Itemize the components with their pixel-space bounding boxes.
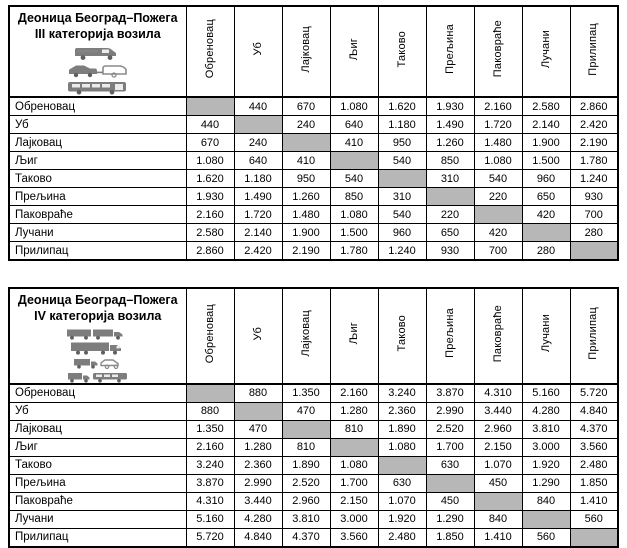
row-header-station: Таково	[9, 456, 186, 474]
price-cell: 5.720	[186, 528, 234, 547]
price-cell: 1.890	[282, 456, 330, 474]
row-header-station: Уб	[9, 402, 186, 420]
price-cell: 4.840	[570, 402, 618, 420]
price-cell: 1.080	[330, 97, 378, 116]
vehicle-icons-group	[12, 46, 184, 95]
header-row	[9, 6, 618, 97]
price-cell: 240	[234, 134, 282, 152]
price-cell: 1.290	[426, 510, 474, 528]
price-cell: 1.720	[474, 116, 522, 134]
row-header-station: Прељина	[9, 474, 186, 492]
price-cell: 1.070	[378, 492, 426, 510]
price-cell: 310	[426, 170, 474, 188]
price-cell: 2.190	[282, 242, 330, 261]
price-cell: 2.520	[282, 474, 330, 492]
price-cell: 1.930	[186, 188, 234, 206]
column-header-station	[522, 6, 570, 97]
price-cell: 3.240	[378, 384, 426, 403]
diagonal-cell	[234, 116, 282, 134]
column-header-label: Лучани	[539, 314, 552, 353]
truck-and-car-icon	[73, 357, 123, 369]
price-cell: 930	[570, 188, 618, 206]
price-cell: 4.840	[234, 528, 282, 547]
row-header-station: Паковраће	[9, 206, 186, 224]
diagonal-cell	[330, 152, 378, 170]
price-cell: 2.480	[378, 528, 426, 547]
table-row	[9, 242, 618, 261]
price-cell: 1.180	[378, 116, 426, 134]
diagonal-cell	[570, 528, 618, 547]
header-row	[9, 288, 618, 384]
price-cell: 2.160	[330, 384, 378, 403]
diagonal-cell	[522, 224, 570, 242]
row-header-station: Лучани	[9, 224, 186, 242]
table-row	[9, 492, 618, 510]
column-header-station	[426, 288, 474, 384]
row-header-station: Прељина	[9, 188, 186, 206]
price-cell: 540	[378, 152, 426, 170]
price-cell: 2.580	[522, 97, 570, 116]
price-cell: 1.780	[330, 242, 378, 261]
price-cell: 220	[474, 188, 522, 206]
price-cell: 470	[234, 420, 282, 438]
column-header-label: Љиг	[347, 322, 360, 345]
price-cell: 1.490	[426, 116, 474, 134]
price-cell: 2.860	[570, 97, 618, 116]
diagonal-cell	[474, 206, 522, 224]
price-cell: 540	[474, 170, 522, 188]
price-cell: 440	[234, 97, 282, 116]
price-cell: 1.700	[330, 474, 378, 492]
table-subtitle: III категорија возила	[34, 27, 161, 42]
price-cell: 2.420	[570, 116, 618, 134]
truck-with-trailer-icon	[66, 328, 130, 340]
price-cell: 670	[282, 97, 330, 116]
price-cell: 640	[234, 152, 282, 170]
column-header-label: Прељина	[443, 24, 456, 74]
price-cell: 2.360	[378, 402, 426, 420]
price-cell: 2.150	[474, 438, 522, 456]
row-header-station: Таково	[9, 170, 186, 188]
price-cell: 3.000	[522, 438, 570, 456]
column-header-station	[522, 288, 570, 384]
diagonal-cell	[378, 456, 426, 474]
price-cell: 3.870	[186, 474, 234, 492]
table-title: Деоница Београд–Пожега	[17, 11, 178, 25]
price-cell: 1.780	[570, 152, 618, 170]
price-cell: 1.260	[282, 188, 330, 206]
price-cell: 640	[330, 116, 378, 134]
diagonal-cell	[186, 97, 234, 116]
price-cell: 2.990	[426, 402, 474, 420]
column-header-label: Паковраће	[491, 20, 504, 78]
price-cell: 2.860	[186, 242, 234, 261]
price-cell: 1.850	[426, 528, 474, 547]
toll-matrix-table-iii	[8, 5, 619, 261]
row-header-station: Лајковац	[9, 134, 186, 152]
price-cell: 1.700	[426, 438, 474, 456]
price-cell: 1.410	[570, 492, 618, 510]
price-cell: 1.080	[474, 152, 522, 170]
price-cell: 1.480	[474, 134, 522, 152]
column-header-label: Обреновац	[203, 19, 216, 79]
price-cell: 1.410	[474, 528, 522, 547]
price-cell: 850	[426, 152, 474, 170]
diagonal-cell	[282, 420, 330, 438]
price-cell: 3.810	[282, 510, 330, 528]
price-cell: 3.240	[186, 456, 234, 474]
column-header-label: Лучани	[539, 29, 552, 69]
table-row	[9, 97, 618, 116]
price-cell: 3.810	[522, 420, 570, 438]
price-cell: 1.080	[330, 206, 378, 224]
column-header-station	[426, 6, 474, 97]
table-row	[9, 438, 618, 456]
price-cell: 960	[378, 224, 426, 242]
price-matrix-body	[9, 384, 618, 547]
price-cell: 450	[426, 492, 474, 510]
table-subtitle: IV категорија возила	[34, 309, 162, 324]
price-cell: 1.240	[378, 242, 426, 261]
table-row	[9, 384, 618, 403]
price-cell: 2.160	[186, 438, 234, 456]
price-cell: 1.900	[522, 134, 570, 152]
column-header-station	[234, 288, 282, 384]
price-cell: 4.370	[570, 420, 618, 438]
price-cell: 4.370	[282, 528, 330, 547]
column-header-station	[186, 6, 234, 97]
row-header-station: Лучани	[9, 510, 186, 528]
price-cell: 2.960	[282, 492, 330, 510]
table-row	[9, 420, 618, 438]
price-cell: 420	[474, 224, 522, 242]
column-header-station	[330, 288, 378, 384]
column-header-station	[378, 6, 426, 97]
column-header-label: Прилипац	[587, 22, 600, 76]
table-row	[9, 116, 618, 134]
price-cell: 2.160	[474, 97, 522, 116]
price-cell: 1.290	[522, 474, 570, 492]
diagonal-cell	[474, 492, 522, 510]
price-cell: 880	[234, 384, 282, 403]
price-cell: 3.560	[570, 438, 618, 456]
column-header-label: Обреновац	[203, 303, 216, 363]
price-cell: 1.620	[186, 170, 234, 188]
price-cell: 2.580	[186, 224, 234, 242]
price-cell: 1.280	[234, 438, 282, 456]
price-cell: 650	[426, 224, 474, 242]
price-cell: 1.900	[282, 224, 330, 242]
price-cell: 1.070	[474, 456, 522, 474]
table-row	[9, 188, 618, 206]
table-row	[9, 170, 618, 188]
diagonal-cell	[522, 510, 570, 528]
price-cell: 1.350	[186, 420, 234, 438]
table-row	[9, 224, 618, 242]
diagonal-cell	[426, 188, 474, 206]
price-cell: 3.870	[426, 384, 474, 403]
car-with-caravan-icon	[67, 63, 129, 78]
column-header-station	[474, 288, 522, 384]
row-header-station: Прилипац	[9, 528, 186, 547]
price-cell: 880	[186, 402, 234, 420]
table-row	[9, 206, 618, 224]
price-cell: 950	[378, 134, 426, 152]
column-header-station	[234, 6, 282, 97]
price-cell: 840	[522, 492, 570, 510]
price-cell: 410	[282, 152, 330, 170]
price-cell: 2.150	[330, 492, 378, 510]
row-header-station: Прилипац	[9, 242, 186, 261]
price-cell: 2.990	[234, 474, 282, 492]
diagonal-cell	[234, 402, 282, 420]
price-cell: 960	[522, 170, 570, 188]
price-cell: 540	[330, 170, 378, 188]
price-cell: 650	[522, 188, 570, 206]
row-header-station: Љиг	[9, 438, 186, 456]
toll-table-category-iv	[8, 287, 627, 548]
vehicle-icons-group	[12, 328, 184, 383]
table-row	[9, 528, 618, 547]
price-cell: 1.850	[570, 474, 618, 492]
price-cell: 470	[282, 402, 330, 420]
price-matrix-body	[9, 97, 618, 260]
toll-matrix-table-iv	[8, 287, 619, 548]
price-cell: 440	[186, 116, 234, 134]
column-header-station	[378, 288, 426, 384]
price-cell: 670	[186, 134, 234, 152]
price-cell: 2.420	[234, 242, 282, 261]
column-header-label: Паковраће	[491, 304, 504, 362]
price-cell: 5.720	[570, 384, 618, 403]
price-cell: 810	[330, 420, 378, 438]
price-cell: 3.440	[234, 492, 282, 510]
price-cell: 630	[378, 474, 426, 492]
price-cell: 630	[426, 456, 474, 474]
price-cell: 2.960	[474, 420, 522, 438]
diagonal-cell	[378, 170, 426, 188]
price-cell: 700	[474, 242, 522, 261]
price-cell: 450	[474, 474, 522, 492]
price-cell: 5.160	[186, 510, 234, 528]
column-header-label: Уб	[251, 42, 264, 56]
price-cell: 810	[282, 438, 330, 456]
price-cell: 4.280	[234, 510, 282, 528]
table-title-cell	[9, 6, 186, 97]
price-cell: 560	[570, 510, 618, 528]
table-row	[9, 152, 618, 170]
price-cell: 4.310	[474, 384, 522, 403]
column-header-station	[474, 6, 522, 97]
table-title-cell	[9, 288, 186, 384]
column-header-label: Прељина	[443, 308, 456, 359]
price-cell: 1.720	[234, 206, 282, 224]
price-cell: 1.260	[426, 134, 474, 152]
price-cell: 1.930	[426, 97, 474, 116]
toll-table-category-iii	[8, 5, 627, 261]
price-cell: 4.280	[522, 402, 570, 420]
price-cell: 2.360	[234, 456, 282, 474]
row-header-station: Лајковац	[9, 420, 186, 438]
price-cell: 930	[426, 242, 474, 261]
diagonal-cell	[186, 384, 234, 403]
table-gap	[8, 261, 627, 287]
price-cell: 950	[282, 170, 330, 188]
table-row	[9, 510, 618, 528]
row-header-station: Паковраће	[9, 492, 186, 510]
price-cell: 1.480	[282, 206, 330, 224]
row-header-station: Љиг	[9, 152, 186, 170]
column-header-label: Таково	[395, 315, 408, 352]
price-cell: 5.160	[522, 384, 570, 403]
price-cell: 540	[378, 206, 426, 224]
price-cell: 1.350	[282, 384, 330, 403]
price-cell: 1.240	[570, 170, 618, 188]
price-cell: 2.190	[570, 134, 618, 152]
price-cell: 1.500	[522, 152, 570, 170]
diagonal-cell	[330, 438, 378, 456]
column-header-station	[330, 6, 378, 97]
price-cell: 2.140	[234, 224, 282, 242]
column-header-station	[282, 6, 330, 97]
diagonal-cell	[282, 134, 330, 152]
price-cell: 280	[522, 242, 570, 261]
price-cell: 1.080	[378, 438, 426, 456]
column-header-station	[570, 6, 618, 97]
table-title: Деоница Београд–Пожега	[17, 293, 178, 307]
table-row	[9, 134, 618, 152]
price-cell: 1.920	[522, 456, 570, 474]
price-cell: 4.310	[186, 492, 234, 510]
table-row	[9, 456, 618, 474]
column-header-label: Уб	[251, 326, 264, 340]
row-header-station: Обреновац	[9, 384, 186, 403]
column-header-label: Таково	[395, 30, 408, 68]
price-cell: 410	[330, 134, 378, 152]
price-cell: 1.280	[330, 402, 378, 420]
price-cell: 2.480	[570, 456, 618, 474]
price-cell: 280	[570, 224, 618, 242]
row-header-station: Обреновац	[9, 97, 186, 116]
column-header-station	[186, 288, 234, 384]
diagonal-cell	[426, 474, 474, 492]
column-header-station	[570, 288, 618, 384]
price-cell: 1.490	[234, 188, 282, 206]
bus-icon	[67, 80, 129, 95]
row-header-station: Уб	[9, 116, 186, 134]
price-cell: 240	[282, 116, 330, 134]
truck-with-bus-trailer-icon	[67, 371, 129, 383]
price-cell: 3.440	[474, 402, 522, 420]
price-cell: 2.160	[186, 206, 234, 224]
price-cell: 1.620	[378, 97, 426, 116]
price-cell: 420	[522, 206, 570, 224]
price-cell: 220	[426, 206, 474, 224]
price-cell: 1.080	[330, 456, 378, 474]
table-row	[9, 402, 618, 420]
column-header-label: Лајковац	[299, 309, 312, 357]
price-cell: 840	[474, 510, 522, 528]
price-cell: 1.890	[378, 420, 426, 438]
price-cell: 1.920	[378, 510, 426, 528]
price-cell: 2.520	[426, 420, 474, 438]
column-header-label: Прилипац	[587, 306, 600, 360]
semi-truck-icon	[70, 342, 126, 355]
column-header-label: Лајковац	[299, 25, 312, 73]
price-cell: 1.500	[330, 224, 378, 242]
diagonal-cell	[570, 242, 618, 261]
table-row	[9, 474, 618, 492]
price-cell: 3.000	[330, 510, 378, 528]
price-cell: 3.560	[330, 528, 378, 547]
price-cell: 2.140	[522, 116, 570, 134]
price-cell: 310	[378, 188, 426, 206]
price-cell: 560	[522, 528, 570, 547]
column-header-station	[282, 288, 330, 384]
column-header-label: Љиг	[347, 37, 360, 61]
price-cell: 1.180	[234, 170, 282, 188]
price-cell: 850	[330, 188, 378, 206]
van-icon	[73, 46, 123, 61]
price-cell: 1.080	[186, 152, 234, 170]
price-cell: 700	[570, 206, 618, 224]
